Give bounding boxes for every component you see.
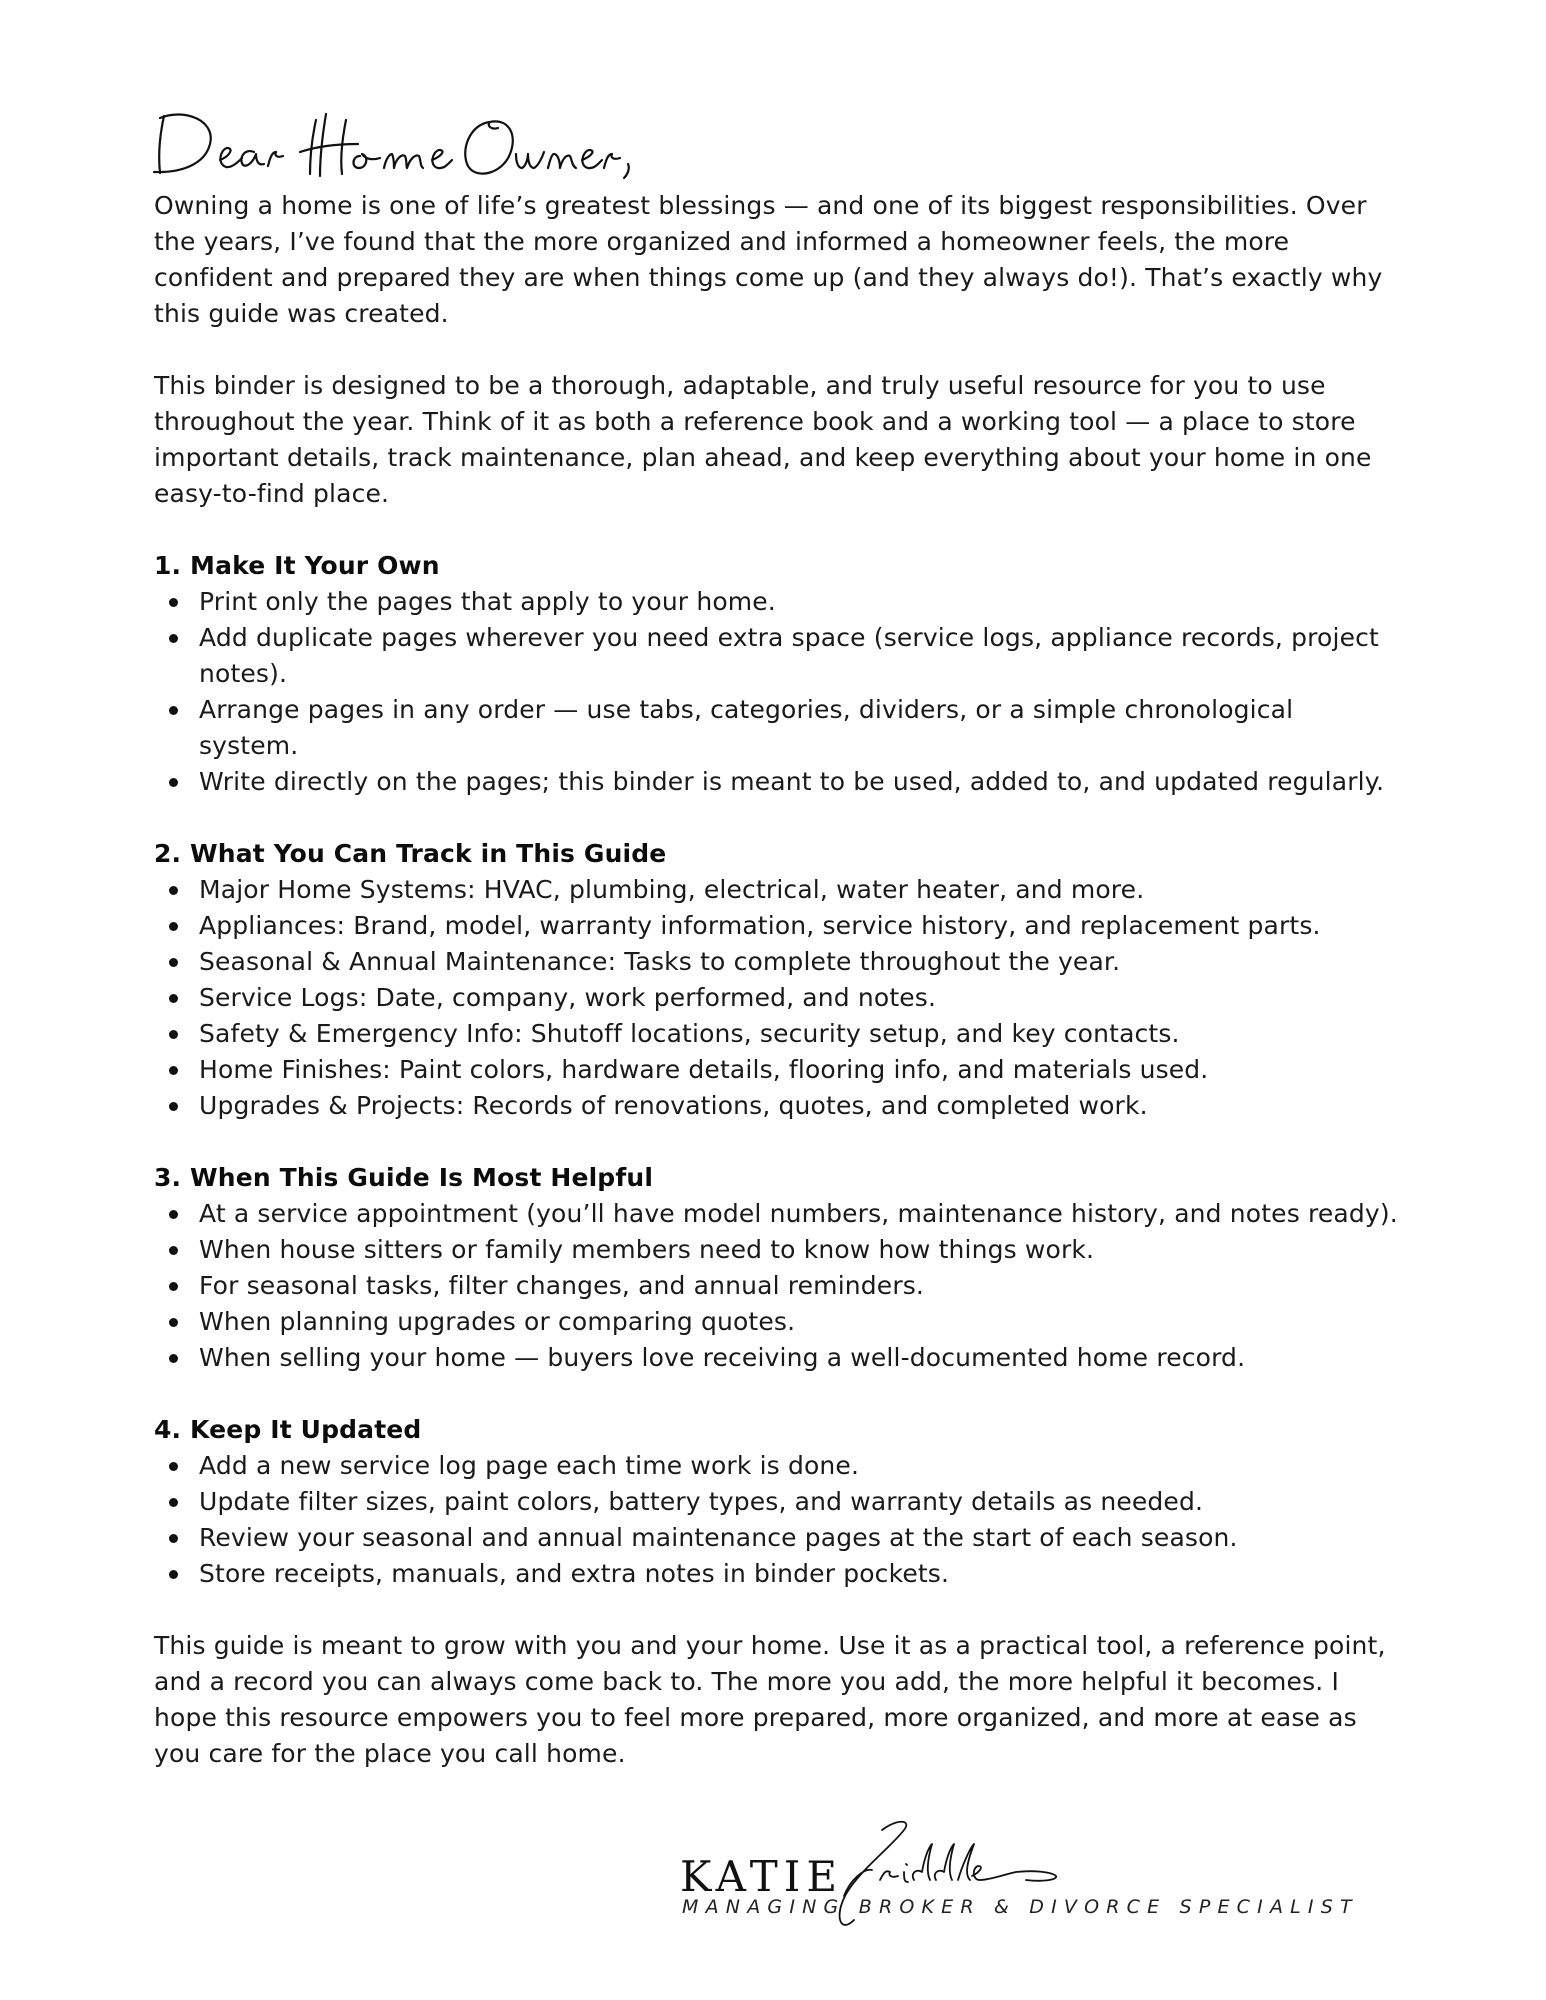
section-title: 4. Keep It Updated bbox=[154, 1415, 422, 1444]
section-title: 1. Make It Your Own bbox=[154, 551, 440, 580]
letter-page bbox=[154, 100, 1399, 1772]
section-title: 3. When This Guide Is Most Helpful bbox=[154, 1163, 654, 1192]
list-item: Write directly on the pages; this binder is meant to be used, added to, and updated regularly. bbox=[154, 764, 1399, 800]
list-item: When planning upgrades or comparing quotes. bbox=[154, 1304, 1399, 1340]
section-make-it-your-own bbox=[154, 548, 1399, 800]
list-item: When house sitters or family members need to know how things work. bbox=[154, 1232, 1399, 1268]
list-item: Safety & Emergency Info: Shutoff locations, security setup, and key contacts. bbox=[154, 1016, 1399, 1052]
list-item: Print only the pages that apply to your home. bbox=[154, 584, 1399, 620]
section-when-most-helpful bbox=[154, 1160, 1399, 1376]
section-title: 2. What You Can Track in This Guide bbox=[154, 839, 667, 868]
list-item: Service Logs: Date, company, work performed, and notes. bbox=[154, 980, 1399, 1016]
list-item: Review your seasonal and annual maintenance pages at the start of each season. bbox=[154, 1520, 1399, 1556]
greeting-text bbox=[0, 0, 1, 1]
list-item: Upgrades & Projects: Records of renovations, quotes, and completed work. bbox=[154, 1088, 1399, 1124]
greeting-heading bbox=[154, 100, 1399, 184]
list-item: Seasonal & Annual Maintenance: Tasks to complete throughout the year. bbox=[154, 944, 1399, 980]
signature-script-name bbox=[680, 1810, 681, 1811]
intro-paragraph-2: This binder is designed to be a thorough, adaptable, and truly useful resource for you to use throughout the year. Think of it as both a reference book and a working tool — a place to store important details, track maintenance, plan ahead, and keep everything about your home in one easy-to-find place. bbox=[154, 371, 1372, 508]
list-item: Add duplicate pages wherever you need extra space (service logs, appliance records, project notes). bbox=[154, 620, 1399, 692]
section-keep-it-updated bbox=[154, 1412, 1399, 1592]
closing-paragraph: This guide is meant to grow with you and your home. Use it as a practical tool, a reference point, and a record you can always come back to. The more you add, the more helpful it becomes. I hope this resource empowers you to feel more prepared, more organized, and more at ease as you care for the place you call home. bbox=[154, 1631, 1386, 1768]
list-item: Store receipts, manuals, and extra notes in binder pockets. bbox=[154, 1556, 1399, 1592]
bullet-list bbox=[154, 872, 1399, 1124]
list-item: Home Finishes: Paint colors, hardware details, flooring info, and materials used. bbox=[154, 1052, 1399, 1088]
list-item: Major Home Systems: HVAC, plumbing, electrical, water heater, and more. bbox=[154, 872, 1399, 908]
signature-script-svg bbox=[820, 1810, 1080, 1940]
list-item: When selling your home — buyers love receiving a well-documented home record. bbox=[154, 1340, 1399, 1376]
list-item: Update filter sizes, paint colors, battery types, and warranty details as needed. bbox=[154, 1484, 1399, 1520]
list-item: Add a new service log page each time work is done. bbox=[154, 1448, 1399, 1484]
list-item: Arrange pages in any order — use tabs, categories, dividers, or a simple chronological system. bbox=[154, 692, 1399, 764]
bullet-list bbox=[154, 1448, 1399, 1592]
bullet-list bbox=[154, 584, 1399, 800]
section-what-you-can-track bbox=[154, 836, 1399, 1124]
greeting-script-svg bbox=[150, 100, 670, 184]
list-item: Appliances: Brand, model, warranty information, service history, and replacement parts. bbox=[154, 908, 1399, 944]
bullet-list bbox=[154, 1196, 1399, 1376]
list-item: For seasonal tasks, filter changes, and annual reminders. bbox=[154, 1268, 1399, 1304]
signature-block bbox=[680, 1810, 1380, 1940]
list-item: At a service appointment (you’ll have model numbers, maintenance history, and notes ready). bbox=[154, 1196, 1399, 1232]
signature-first-name: KATIE bbox=[680, 1852, 843, 1901]
signature-title: MANAGING BROKER & DIVORCE SPECIALIST bbox=[682, 1896, 1359, 1918]
intro-paragraph-1: Owning a home is one of life’s greatest blessings — and one of its biggest responsibilities. Over the years, I’ve found that the more organized and informed a homeowner feels, the more confident and prepared they are when things come up (and they always do!). That’s exactly why this guide was created. bbox=[154, 191, 1383, 328]
